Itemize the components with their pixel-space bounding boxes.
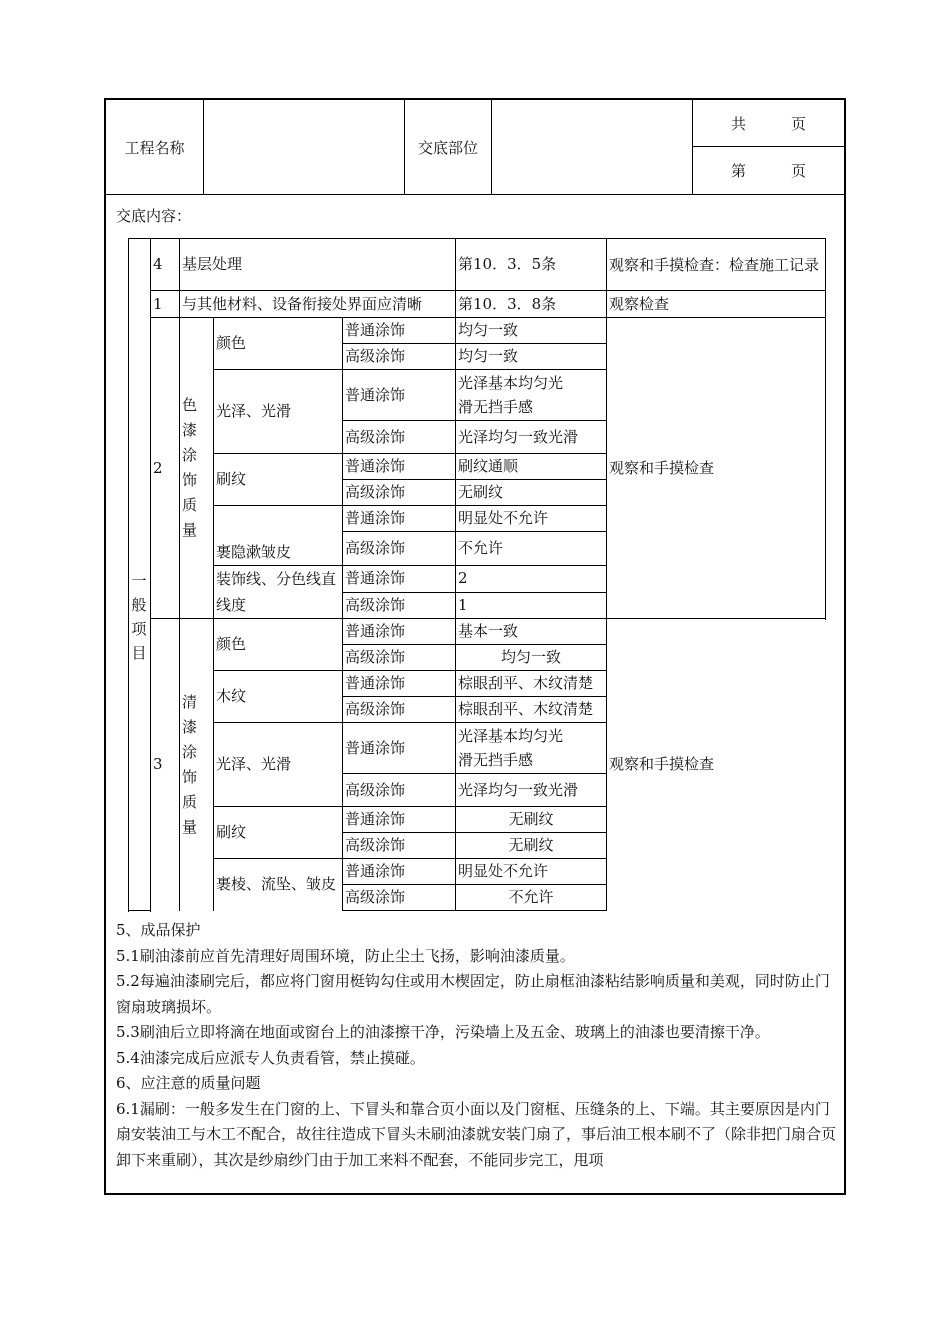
g3-high-value: 光泽均匀一致光滑 [456,774,607,807]
g3-normal-value: 无刷纹 [456,807,607,833]
sheet-header [106,100,844,195]
g3-normal-label: 普通涂饰 [343,859,456,885]
g2-normal-value: 明显处不允许 [456,506,607,532]
total-pages: 共 页 [730,114,806,133]
g3-normal-value: 基本一致 [456,619,607,645]
g3-high-label: 高级涂饰 [343,697,456,723]
g3-item-name: 光泽、光滑 [214,723,343,807]
g2-item-name: 刷纹 [214,454,343,506]
g3-item-name: 刷纹 [214,807,343,859]
quality-table [128,238,826,911]
g3-normal-label: 普通涂饰 [343,723,456,774]
row1-item: 与其他材料、设备衔接处界面应清晰 [180,291,456,318]
paragraph: 5.3刷油后立即将滴在地面或窗台上的油漆擦干净，污染墙上及五金、玻璃上的油漆也要清擦干净。 [116,1023,770,1041]
row4-no: 4 [151,239,180,291]
g2-high-value: 均匀一致 [456,344,607,370]
g3-normal-value: 明显处不允许 [456,859,607,885]
g3-high-label: 高级涂饰 [343,885,456,911]
project-name-label: 工程名称 [124,138,185,157]
paragraph: 5.4油漆完成后应派专人负责看管，禁止摸碰。 [116,1048,425,1067]
group3-no: 3 [151,619,180,911]
group3-title: 清漆涂饰质量 [182,692,198,836]
g2-normal-label: 普通涂饰 [343,318,456,344]
g3-high-value: 无刷纹 [456,833,607,859]
g3-high-label: 高级涂饰 [343,833,456,859]
g2-item-name: 光泽、光滑 [214,370,343,454]
g2-high-label: 高级涂饰 [343,532,456,566]
g2-high-label: 高级涂饰 [343,421,456,454]
row4-method: 观察和手摸检查：检查施工记录 [607,239,826,291]
g2-normal-label: 普通涂饰 [343,454,456,480]
g3-high-label: 高级涂饰 [343,774,456,807]
table-row [129,291,826,318]
row4-item: 基层处理 [180,239,456,291]
row1-no: 1 [151,291,180,318]
g3-high-label: 高级涂饰 [343,645,456,671]
current-page: 第 页 [730,162,806,180]
g2-high-value: 1 [456,592,607,619]
disclosure-sheet [104,98,846,1195]
row4-clause: 第10．3．5条 [456,239,607,291]
row1-clause: 第10．3．8条 [456,291,607,318]
g2-high-value: 不允许 [456,532,607,566]
table-row [129,619,826,645]
body-text [116,918,836,1173]
paragraph: 5.1刷油漆前应首先清理好周围环境，防止尘土飞扬，影响油漆质量。 [116,946,575,965]
g2-item-name: 颜色 [214,318,343,370]
g3-high-value: 棕眼刮平、木纹清楚 [456,697,607,723]
g2-normal-label: 普通涂饰 [343,566,456,593]
section-heading: 6、应注意的质量问题 [116,1074,261,1092]
g3-high-value: 不允许 [456,885,607,911]
group3-method: 观察和手摸检查 [607,619,826,911]
g2-high-label: 高级涂饰 [343,344,456,370]
group2-title: 色漆涂饰质量 [182,396,198,539]
g3-normal-value: 光泽基本均匀光滑无挡手感 [458,727,564,769]
g2-high-value: 光泽均匀一致光滑 [456,421,607,454]
group2-no: 2 [151,318,180,619]
paragraph: 5.2每遍油漆刷完后，都应将门窗用梃钩勾住或用木楔固定，防止扇框油漆粘结影响质量和美观，同时防止门窗扇玻璃损坏。 [116,972,830,1016]
g3-normal-value: 棕眼刮平、木纹清楚 [456,671,607,697]
table-row [129,318,826,344]
disclosure-part-label: 交底部位 [417,138,478,157]
section-heading: 5、成品保护 [116,921,201,939]
g3-normal-label: 普通涂饰 [343,619,456,645]
g2-normal-value: 均匀一致 [456,318,607,344]
g2-item-name: 裹隐漱皱皮 [214,506,343,566]
g2-normal-value: 2 [456,566,607,593]
g2-normal-value: 光泽基本均匀光滑无挡手感 [458,374,564,416]
g2-item-name: 装饰线、分色线直线度 [216,570,337,614]
g3-normal-label: 普通涂饰 [343,671,456,697]
group2-method: 观察和手摸检查 [607,318,826,619]
g3-item-name: 颜色 [214,619,343,671]
table-row [129,239,826,291]
content-label: 交底内容： [116,207,192,225]
g2-high-label: 高级涂饰 [343,592,456,619]
g2-normal-label: 普通涂饰 [343,506,456,532]
paragraph: 6.1漏刷：一般多发生在门窗的上、下冒头和靠合页小面以及门窗框、压缝条的上、下端。其主要原因是内门扇安装油工与木工不配合，故往往造成下冒头未刷油漆就安装门扇了，事后油工根本刷不了（除非把门扇合页卸下来重刷），其次是纱扇纱门由于加工来料不配套，不能同步完工，甩项 [116,1099,837,1169]
g3-item-name: 木纹 [214,671,343,723]
g2-high-value: 无刷纹 [456,480,607,506]
general-items-label: 一般项目 [131,572,147,663]
g3-item-name: 裹棱、流坠、皱皮 [216,875,337,894]
g2-high-label: 高级涂饰 [343,480,456,506]
g2-normal-value: 刷纹通顺 [456,454,607,480]
g3-high-value: 均匀一致 [456,645,607,671]
row1-method: 观察检查 [607,291,826,318]
g3-normal-label: 普通涂饰 [343,807,456,833]
g2-normal-label: 普通涂饰 [343,370,456,421]
